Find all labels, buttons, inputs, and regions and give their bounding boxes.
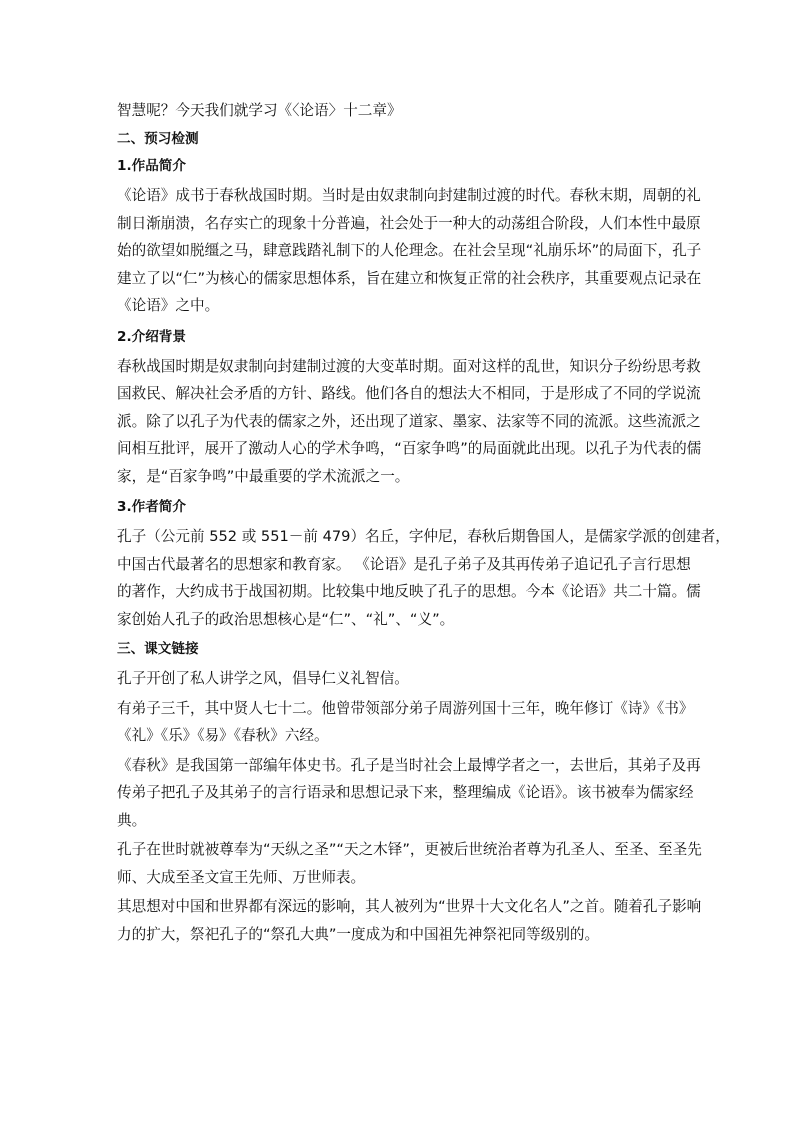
text-line: 孔子（公元前 552 或 551－前 479）名丘，字仲尼，春秋后期鲁国人，是儒家学派的创建者， — [117, 528, 730, 545]
text-line: 派。除了以孔子为代表的儒家之外，还出现了道家、墨家、法家等不同的流派。这些流派之 — [117, 412, 701, 430]
text-line: 间相互批评，展开了激动人心的学术争鸣，“百家争鸣”的局面就此出现。以孔子为代表的儒 — [117, 440, 702, 457]
text-line: 典。 — [117, 811, 147, 829]
text-line: 孔子开创了私人讲学之风，倡导仁义礼智信。 — [117, 670, 409, 687]
paragraph-author-intro — [117, 523, 730, 633]
subheading-work-intro: 1.作品简介 — [117, 158, 186, 174]
text-line: 《礼》《乐》《易》《春秋》六经。 — [117, 727, 329, 744]
subheading-background: 2.介绍背景 — [117, 328, 186, 345]
intro-line: 智慧呢？今天我们就学习《〈论语〉十二章》 — [117, 102, 402, 119]
text-line: 《论语》之中。 — [117, 297, 220, 314]
paragraph-links-4 — [117, 836, 702, 891]
text-line: 家创始人孔子的政治思想核心是“仁”、“礼”、“义”。 — [117, 610, 455, 628]
text-line: 《春秋》是我国第一部编年体史书。孔子是当时社会上最博学者之一，去世后，其弟子及再 — [117, 756, 701, 774]
text-line: 建立了以“仁”为核心的儒家思想体系，旨在建立和恢复正常的社会秩序，其重要观点记录在 — [117, 269, 702, 287]
text-line: 《论语》成书于春秋战国时期。当时是由奴隶制向封建制过渡的时代。春秋末期，周朝的礼 — [117, 187, 701, 204]
subheading-author-intro: 3.作者简介 — [117, 499, 186, 515]
paragraph-links-2 — [117, 695, 694, 750]
text-line: 中国古代最著名的思想家和教育家。 《论语》是孔子弟子及其再传弟子追记孔子言行思想 — [117, 555, 691, 573]
text-line: 师、大成至圣文宣王先师、万世师表。 — [117, 868, 366, 886]
text-line: 的著作，大约成书于战国初期。比较集中地反映了孔子的思想。今本《论语》共二十篇。儒 — [117, 583, 701, 600]
paragraph-links-1 — [117, 665, 682, 693]
text-line: 始的欲望如脱缰之马，肆意践踏礼制下的人伦理念。在社会呈现“礼崩乐坏”的局面下，孔子 — [117, 242, 702, 259]
document-page — [117, 99, 730, 950]
text-line: 传弟子把孔子及其弟子的言行语录和思想记录下来，整理编成《论语》。该书被奉为儒家经 — [117, 784, 694, 801]
section-heading-text-links: 三、课文链接 — [117, 641, 199, 657]
paragraph-links-5 — [117, 893, 702, 948]
section-heading-preview-check: 二、预习检测 — [117, 131, 199, 147]
text-line: 家，是“百家争鸣”中最重要的学术流派之一。 — [117, 467, 410, 485]
paragraph-work-intro — [117, 182, 702, 320]
paragraph-background — [117, 353, 702, 491]
text-line: 春秋战国时期是奴隶制向封建制过渡的大变革时期。面对这样的乱世，知识分子纷纷思考救 — [117, 357, 701, 375]
text-line: 力的扩大，祭祀孔子的“祭孔大典”一度成为和中国祖先神祭祀同等级别的。 — [117, 925, 600, 943]
paragraph-links-3 — [117, 752, 701, 835]
text-line: 孔子在世时就被尊奉为“天纵之圣”“天之木铎”，更被后世统治者尊为孔圣人、至圣、至圣先 — [117, 841, 702, 858]
text-line: 国救民、解决社会矛盾的方针、路线。他们各自的想法大不相同，于是形成了不同的学说流 — [117, 385, 701, 402]
text-line: 制日渐崩溃，名存实亡的现象十分普遍，社会处于一种大的动荡组合阶段，人们本性中最原 — [117, 214, 701, 232]
text-line: 其思想对中国和世界都有深远的影响，其人被列为“世界十大文化名人”之首。随着孔子影响 — [117, 898, 702, 915]
text-line: 有弟子三千，其中贤人七十二。他曾带领部分弟子周游列国十三年，晚年修订《诗》《书》 — [117, 699, 694, 717]
